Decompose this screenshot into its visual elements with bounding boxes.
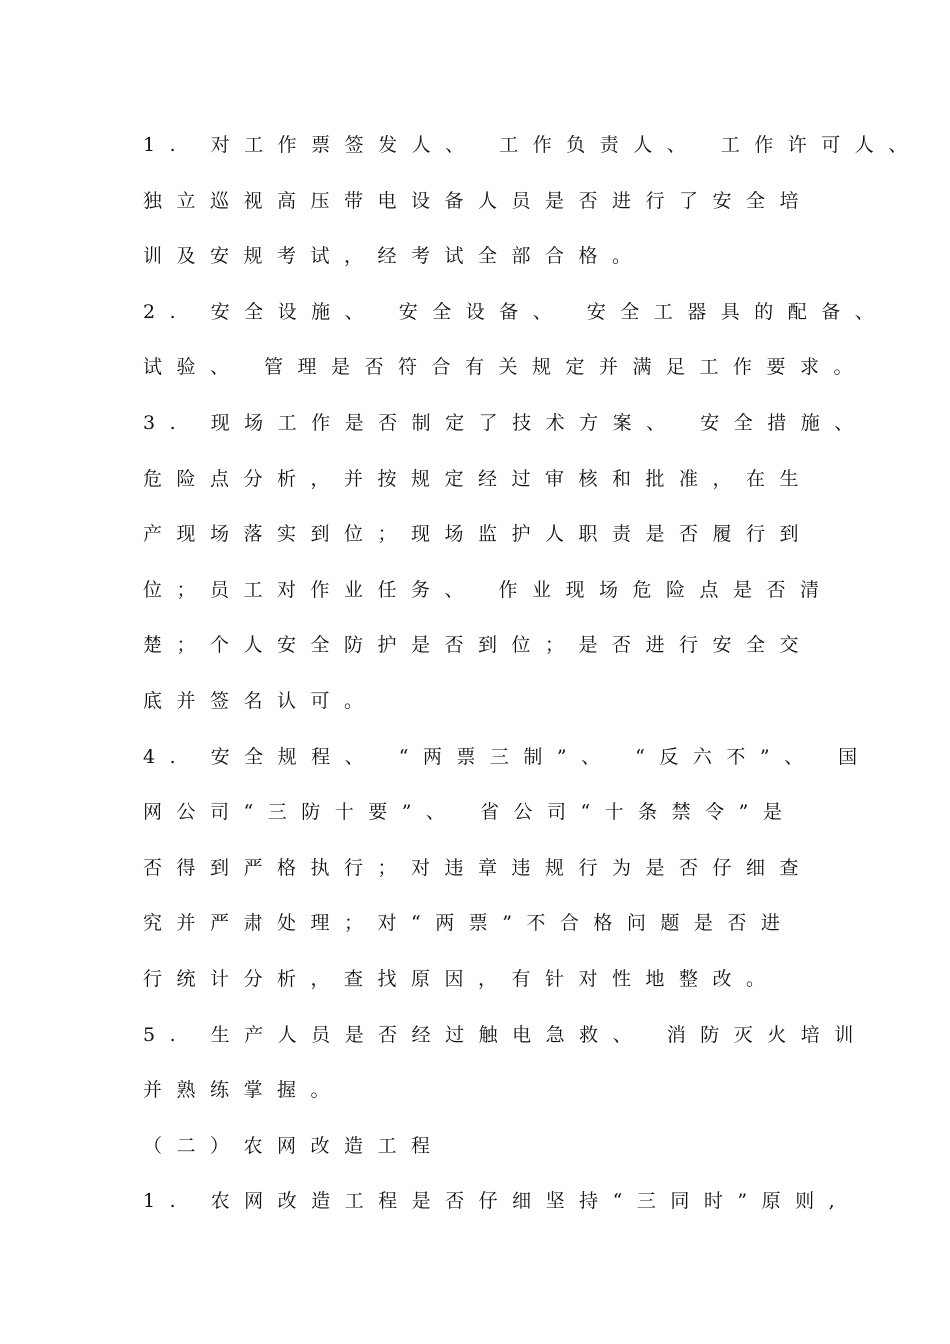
text-line: 位；员工对作业任务、 作业现场危险点是否清 xyxy=(143,578,834,601)
text-line: 否得到严格执行；对违章违规行为是否仔细查 xyxy=(143,856,814,879)
text-line: 网公司“三防十要”、 省公司“十条禁令”是 xyxy=(143,801,797,824)
text-line: 行统计分析，查找原因，有针对性地整改。 xyxy=(143,967,780,990)
text-line: 2. 安全设施、 安全设备、 安全工器具的配备、 xyxy=(143,300,889,323)
text-line: 5. 生产人员是否经过触电急救、 消防灭火培训 xyxy=(143,1023,868,1046)
text-line: 1. 对工作票签发人、 工作负责人、 工作许可人、 xyxy=(143,134,922,156)
text-line: 危险点分析，并按规定经过审核和批准，在生 xyxy=(143,467,814,490)
text-line: 4. 安全规程、 “两票三制”、 “反六不”、 国 xyxy=(143,745,872,768)
text-line: 独立巡视高压带电设备人员是否进行了安全培 xyxy=(143,189,814,212)
text-line: 1. 农网改造工程是否仔细坚持“三同时”原则, xyxy=(143,1190,850,1213)
document-body xyxy=(143,122,922,1234)
text-line: 3. 现场工作是否制定了技术方案、 安全措施、 xyxy=(143,411,868,434)
text-line: 训及安规考试，经考试全部合格。 xyxy=(143,245,646,268)
text-line: 产现场落实到位；现场监护人职责是否履行到 xyxy=(143,523,814,546)
text-line: 试验、 管理是否符合有关规定并满足工作要求。 xyxy=(143,356,868,379)
section-heading: （二）农网改造工程 xyxy=(143,1134,445,1157)
text-line: 并熟练掌握。 xyxy=(143,1079,345,1102)
text-line: 底并签名认可。 xyxy=(143,689,378,712)
text-line: 究并严肃处理；对“两票”不合格问题是否进 xyxy=(143,912,795,935)
text-line: 楚；个人安全防护是否到位；是否进行安全交 xyxy=(143,634,814,657)
